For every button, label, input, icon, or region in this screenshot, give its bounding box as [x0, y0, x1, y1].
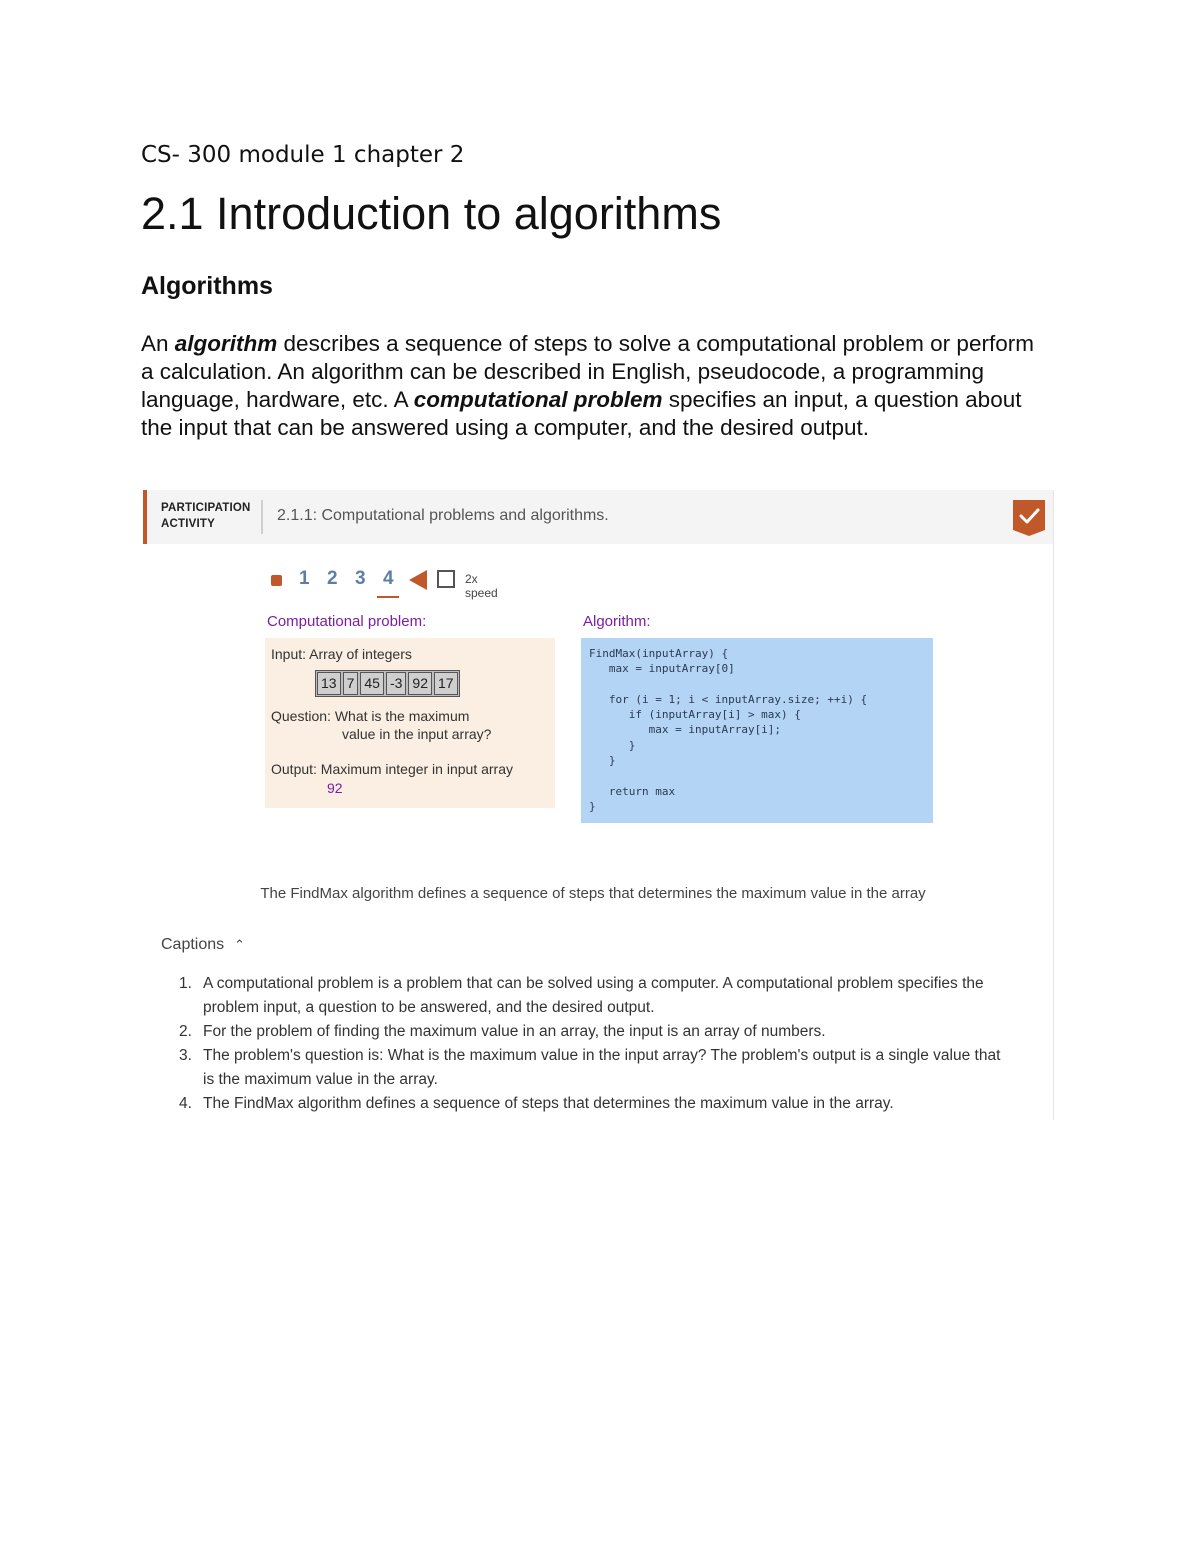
speed-checkbox[interactable] — [437, 570, 455, 588]
output-label: Output: Maximum integer in input array — [271, 761, 513, 777]
page-header: CS- 300 module 1 chapter 2 — [141, 142, 465, 168]
question-line1: Question: What is the maximum — [271, 708, 470, 724]
activity-label-line1: PARTICIPATION — [161, 502, 251, 514]
caption-item — [179, 1044, 1009, 1092]
caption-text: For the problem of finding the maximum value in an array, the input is an array of numbers. — [203, 1023, 826, 1040]
completed-check-icon — [1013, 500, 1045, 536]
current-step-indicator — [377, 596, 399, 598]
step-4-button[interactable]: 4 — [383, 568, 394, 589]
step-2-button[interactable]: 2 — [327, 568, 338, 589]
captions-list — [179, 972, 1009, 1116]
array-cell: 13 — [317, 672, 341, 695]
caption-item — [179, 1092, 1009, 1116]
term-computational-problem: computational problem — [413, 387, 663, 412]
array-cell: 17 — [434, 672, 458, 695]
captions-toggle[interactable] — [161, 936, 245, 954]
participation-activity — [143, 490, 1054, 1120]
caption-text: The problem's question is: What is the maximum value in the input array? The problem's output is a single value that is the maximum value in the array. — [203, 1047, 1001, 1088]
speed-label: 2x speed — [465, 572, 498, 600]
caption-number: 2. — [179, 1023, 192, 1040]
array-cell: 45 — [360, 672, 384, 695]
para-text-3: specifies an input, a question about the input that can be answered using a computer, and the desired output. — [141, 387, 1022, 440]
problem-panel — [265, 638, 555, 808]
caption-number: 1. — [179, 975, 192, 992]
input-label: Input: Array of integers — [271, 646, 412, 662]
activity-header — [143, 490, 1053, 544]
caption-number: 4. — [179, 1095, 192, 1112]
array-cell: 92 — [408, 672, 432, 695]
intro-paragraph — [141, 330, 1041, 442]
header-divider — [261, 500, 263, 534]
activity-title: 2.1.1: Computational problems and algorithms. — [277, 507, 609, 524]
step-3-button[interactable]: 3 — [355, 568, 366, 589]
caption-item — [179, 1020, 1009, 1044]
para-text-2: describes a sequence of steps to solve a computational problem or perform a calculation. An algorithm can be described in English, pseudocode, a programming language, hardware, etc. A — [141, 331, 1034, 412]
section-title: 2.1 Introduction to algorithms — [141, 188, 722, 239]
back-arrow-icon[interactable] — [409, 570, 427, 590]
caption-text: A computational problem is a problem that can be solved using a computer. A computational problem specifies the problem input, a question to be answered, and the desired output. — [203, 975, 984, 1016]
array-cell: 7 — [343, 672, 359, 695]
activity-label — [161, 500, 251, 532]
chevron-up-icon: ⌃ — [234, 937, 246, 952]
para-text-1: An — [141, 331, 175, 356]
array-cell: -3 — [386, 672, 406, 695]
stop-icon[interactable] — [271, 575, 282, 586]
algorithm-code: FindMax(inputArray) { max = inputArray[0] for (i = 1; i < inputArray.size; ++i) { if (inputArray[i] > max) { max = inputArray[i]; } } return max } — [589, 647, 868, 813]
subsection-title: Algorithms — [141, 272, 273, 300]
caption-item — [179, 972, 1009, 1020]
input-array — [315, 670, 460, 697]
algorithm-panel — [581, 638, 933, 823]
algorithm-heading: Algorithm: — [583, 613, 651, 630]
step-1-button[interactable]: 1 — [299, 568, 310, 589]
step-caption: The FindMax algorithm defines a sequence of steps that determines the maximum value in the array — [260, 885, 926, 902]
term-algorithm: algorithm — [174, 331, 278, 356]
activity-label-line2: ACTIVITY — [161, 518, 215, 530]
caption-number: 3. — [179, 1047, 192, 1064]
captions-label: Captions — [161, 936, 225, 953]
question-line2: value in the input array? — [342, 726, 492, 742]
output-value: 92 — [327, 780, 343, 796]
problem-heading: Computational problem: — [267, 613, 427, 630]
caption-text: The FindMax algorithm defines a sequence of steps that determines the maximum value in the array. — [203, 1095, 894, 1112]
